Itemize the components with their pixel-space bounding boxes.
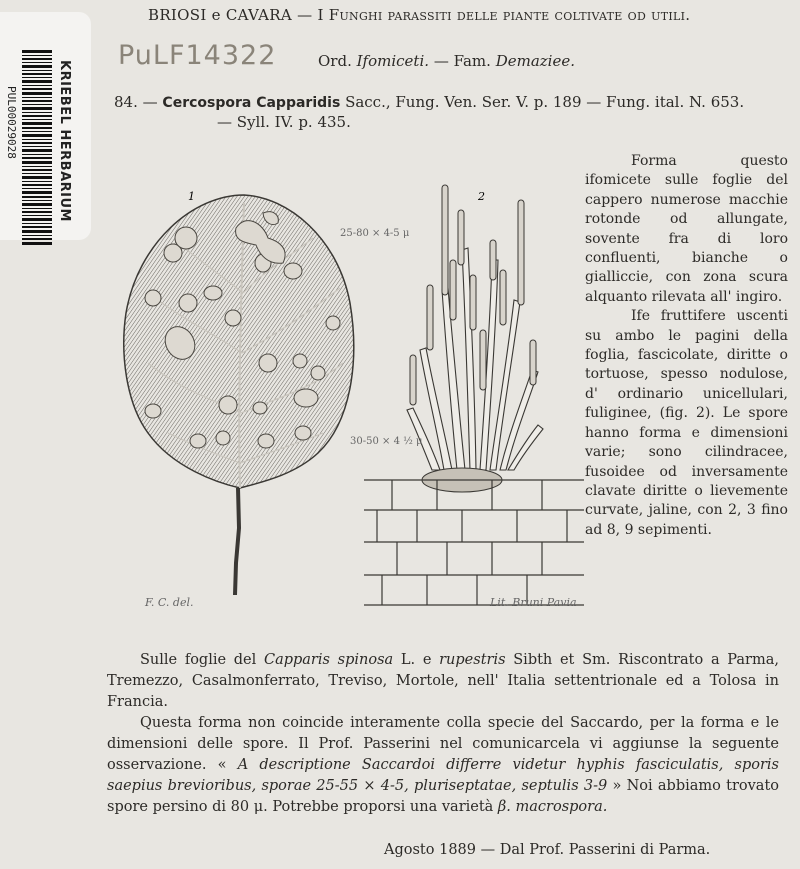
body-text: [107, 650, 779, 818]
measurement-spores: 25-80 × 4-5 μ: [340, 228, 410, 239]
ord-label: Ord.: [318, 52, 352, 70]
entry-line: [114, 93, 744, 111]
body-p1-text-c: Sibth et Sm. Riscontrato a Parma, Tremezzo, Casalmonferrato, Treviso, Mortole, nell' Italia settentrionale ed a Tolosa in Francia.: [107, 652, 779, 710]
family-name: Demaziee.: [495, 52, 575, 70]
body-p1-text-b: L. e: [393, 652, 440, 668]
body-paragraph-2: [107, 713, 779, 818]
latin-quote: A descriptione Saccardoi differre videtur hyphis fasciculatis, sporis saepius brevioribus, sporae 25-55 × 4-5, pluriseptatae, septulis 3-9: [107, 757, 779, 794]
herbarium-name: KRIEBEL HERBARIUM: [57, 60, 72, 222]
hyphae-illustration: [362, 180, 587, 620]
host-species: Capparis spinosa: [263, 652, 394, 668]
measurement-hyphae: 30-50 × 4 ½ μ: [350, 436, 423, 447]
herbarium-label-card: [0, 12, 91, 240]
description-column: [585, 152, 788, 540]
barcode: [22, 50, 52, 245]
host-species-2: rupestris: [439, 652, 506, 668]
page-header: [148, 6, 690, 24]
date-signature: Agosto 1889 — Dal Prof. Passerini di Parma.: [384, 842, 711, 858]
credit-illustrator: F. C. del.: [145, 596, 194, 609]
handwritten-accession-number: PuLF14322: [118, 40, 277, 71]
header-authors: BRIOSI e CAVARA: [148, 6, 292, 24]
entry-citation: Sacc., Fung. Ven. Ser. V. p. 189 — Fung. ital. N. 653.: [345, 93, 745, 111]
body-paragraph-1: [107, 650, 779, 713]
body-p2-text-b: » Noi abbiamo trovato spore persino di 80 μ. Potrebbe proporsi una varietà: [107, 778, 780, 815]
order-name: Ifomiceti.: [356, 52, 430, 70]
entry-dash: —: [142, 93, 158, 111]
body-p1-text-a: Sulle foglie del: [140, 652, 264, 668]
leaf-illustration: [118, 183, 363, 625]
classification-line: [318, 52, 575, 70]
variety-name: β. macrospora.: [497, 799, 608, 815]
body-p2-text-a: Questa forma non coincide interamente colla specie del Saccardo, per la forma e le dimensioni delle spore. Il Prof. Passerini nel comunicarcela vi aggiunse la seguente osservazione. «: [107, 715, 779, 773]
fam-label: — Fam.: [433, 52, 491, 70]
entry-citation-2: — Syll. IV. p. 435.: [217, 113, 351, 131]
description-paragraph-2: Ife fruttifere uscenti su ambo le pagini della foglia, fascicolate, diritte o tortuose, spesso nodulose, d' ordinario unicellulari, fuliginee, (fig. 2). Le spore hanno forma e dimensioni varie; sono cilindracee, fusoidee od inversamente clavate diritte o lievemente curvate, jaline, con 2, 3 fino ad 8, 9 sepimenti.: [585, 308, 788, 538]
entry-number: 84.: [114, 93, 138, 111]
fig2-number: 2: [478, 190, 485, 203]
barcode-id: PUL00029028: [5, 86, 18, 159]
header-series: — I Funghi parassiti delle piante coltivate od utili.: [297, 6, 691, 24]
credit-lithographer: Lit. Bruni Pavia: [490, 596, 577, 609]
fig1-number: 1: [188, 190, 195, 203]
description-paragraph-1: Forma questo ifomicete sulle foglie del cappero numerose macchie rotonde od allungate, sovente fra di loro confluenti, bianche o gialliccie, con zona scura alquanto rilevata all' ingiro.: [585, 153, 788, 305]
species-name: Cercospora Capparidis: [162, 95, 341, 111]
